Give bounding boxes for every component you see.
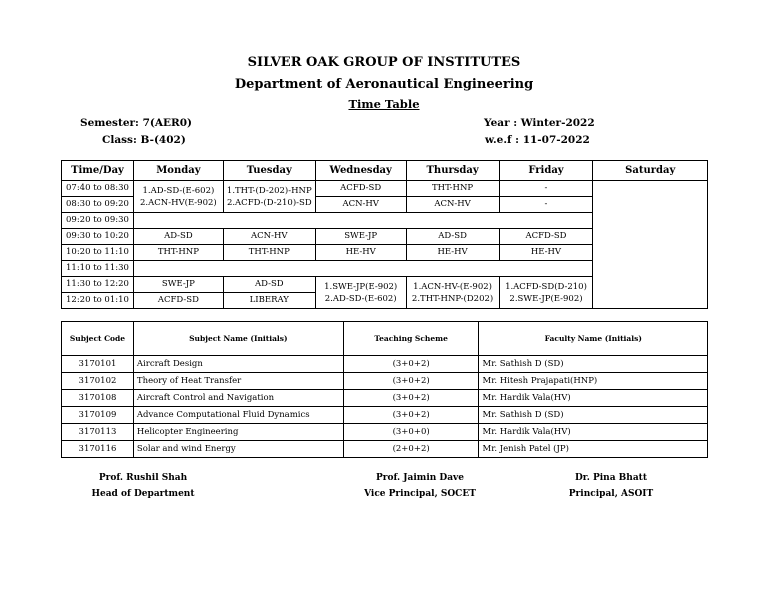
signatory-name: Prof. Jaimin Dave [375,473,465,483]
class-cell: THT-HNP [133,245,223,261]
signature-principal [541,470,681,502]
class-cell: HE-HV [315,245,406,261]
institute-title: SILVER OAK GROUP OF INSTITUTES [247,55,521,70]
col-tuesday: Tuesday [223,161,315,181]
class-cell: HE-HV [499,245,593,261]
col-monday: Monday [133,161,223,181]
time-slot: 07:40 to 08:30 [62,181,134,197]
time-slot: 09:30 to 10:20 [62,229,134,245]
table-row [62,441,708,458]
subject-name: Aircraft Design [133,356,343,373]
class-cell: ACN-HV [223,229,315,245]
teaching-scheme: (3+0+2) [343,407,479,424]
class-value: B-(402) [140,134,186,146]
time-slot: 08:30 to 09:20 [62,197,134,213]
subject-code: 3170101 [62,356,134,373]
time-slot: 11:10 to 11:30 [62,261,134,277]
teaching-scheme: (3+0+2) [343,356,479,373]
faculty-name: Mr. Sathish D (SD) [479,356,708,373]
faculty-name: Mr. Hitesh Prajapati(HNP) [479,373,708,390]
class-cell: LIBERAY [223,293,315,309]
col-teaching-scheme: Teaching Scheme [343,322,479,356]
class-cell: - [499,181,593,197]
teaching-scheme: (3+0+0) [343,424,479,441]
col-saturday: Saturday [593,161,708,181]
table-row [62,356,708,373]
subject-header-row [62,322,708,356]
class-cell: SWE-JP [133,277,223,293]
year-value: Winter-2022 [520,117,595,129]
faculty-name: Mr. Jenish Patel (JP) [479,441,708,458]
class-cell: AD-SD [406,229,499,245]
signature-vice-principal [350,470,490,502]
semester-value: 7(AER0) [142,117,192,129]
time-slot: 09:20 to 09:30 [62,213,134,229]
faculty-name: Mr. Sathish D (SD) [479,407,708,424]
signatory-name: Dr. Pina Bhatt [575,473,647,483]
teaching-scheme: (3+0+2) [343,373,479,390]
signatory-title: Principal, ASOIT [568,489,654,499]
semester-label: Semester: [80,117,139,129]
timetable-header-row [62,161,708,181]
class-cell: AD-SD [133,229,223,245]
break-cell [133,213,593,229]
class-info [102,134,186,146]
signatory-title: Head of Department [91,489,195,499]
subject-name: Aircraft Control and Navigation [133,390,343,407]
class-cell: 1.ACN-HV-(E-902) 2.THT-HNP-(D202) [406,277,499,309]
class-cell: 1.THT-(D-202)-HNP 2.ACFD-(D-210)-SD [223,181,315,213]
class-cell: ACN-HV [406,197,499,213]
subject-code: 3170113 [62,424,134,441]
wef-label: w.e.f : [485,134,520,146]
saturday-cell [593,181,708,309]
break-cell [133,261,593,277]
subject-code: 3170116 [62,441,134,458]
class-cell: SWE-JP [315,229,406,245]
class-cell: AD-SD [223,277,315,293]
class-label: Class: [102,134,137,146]
table-row [62,181,708,197]
class-cell: HE-HV [406,245,499,261]
subject-code: 3170109 [62,407,134,424]
class-cell: ACFD-SD [133,293,223,309]
col-subject-code: Subject Code [62,322,134,356]
col-friday: Friday [499,161,593,181]
signature-hod [73,470,213,502]
class-cell: 1.SWE-JP(E-902) 2.AD-SD-(E-602) [315,277,406,309]
signatory-title: Vice Principal, SOCET [364,489,476,499]
department-title: Department of Aeronautical Engineering [234,77,534,92]
class-cell: - [499,197,593,213]
class-cell: ACFD-SD [499,229,593,245]
timetable [61,160,708,309]
time-slot: 11:30 to 12:20 [62,277,134,293]
table-row [62,373,708,390]
subject-name: Helicopter Engineering [133,424,343,441]
document-title: Time Table [348,97,420,111]
class-cell: ACN-HV [315,197,406,213]
semester-info [80,117,192,129]
col-time-day: Time/Day [62,161,134,181]
subject-name: Advance Computational Fluid Dynamics [133,407,343,424]
time-slot: 10:20 to 11:10 [62,245,134,261]
year-label: Year : [484,117,518,129]
wef-value: 11-07-2022 [522,134,590,146]
year-info [484,117,595,129]
class-cell: 1.AD-SD-(E-602) 2.ACN-HV(E-902) [133,181,223,213]
subject-name: Solar and wind Energy [133,441,343,458]
class-cell: THT-HNP [223,245,315,261]
teaching-scheme: (2+0+2) [343,441,479,458]
col-subject-name: Subject Name (Initials) [133,322,343,356]
table-row [62,424,708,441]
wef-info [485,134,590,146]
faculty-name: Mr. Hardik Vala(HV) [479,390,708,407]
faculty-name: Mr. Hardik Vala(HV) [479,424,708,441]
time-slot: 12:20 to 01:10 [62,293,134,309]
class-cell: THT-HNP [406,181,499,197]
subject-code: 3170108 [62,390,134,407]
table-row [62,390,708,407]
col-faculty-name: Faculty Name (Initials) [479,322,708,356]
table-row [62,407,708,424]
subject-table [61,321,708,458]
teaching-scheme: (3+0+2) [343,390,479,407]
subject-code: 3170102 [62,373,134,390]
class-cell: ACFD-SD [315,181,406,197]
signatory-name: Prof. Rushil Shah [98,473,188,483]
col-wednesday: Wednesday [315,161,406,181]
col-thursday: Thursday [406,161,499,181]
class-cell: 1.ACFD-SD(D-210) 2.SWE-JP(E-902) [499,277,593,309]
subject-name: Theory of Heat Transfer [133,373,343,390]
